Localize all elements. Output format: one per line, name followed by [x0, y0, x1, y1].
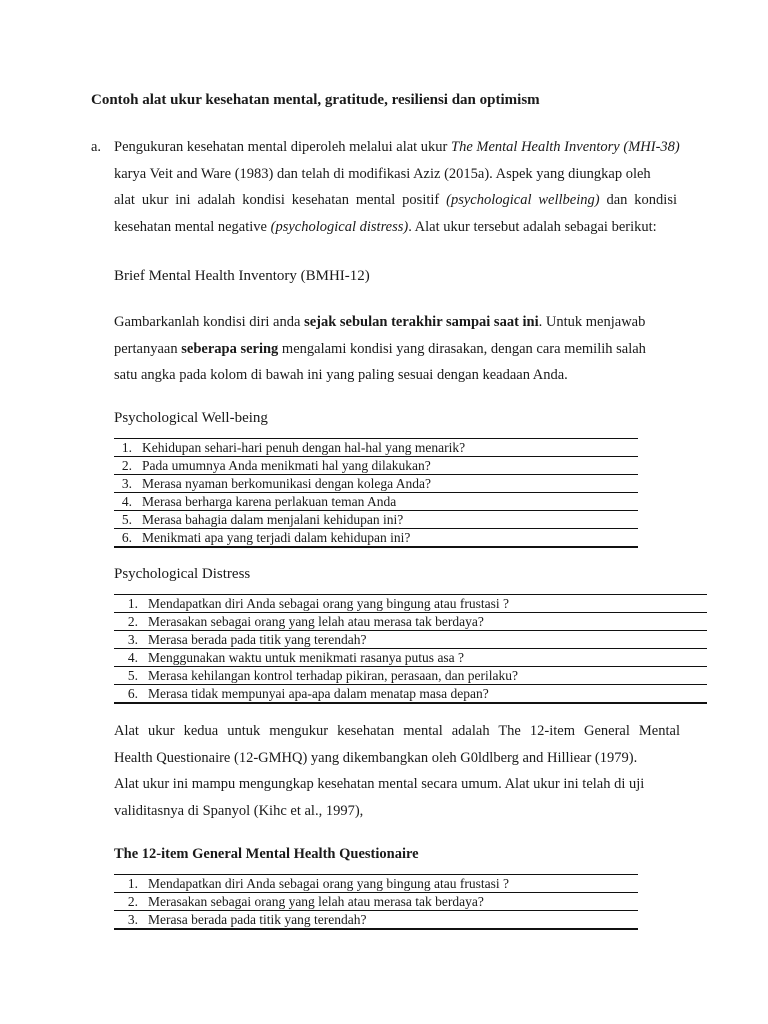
item-number: 4. — [127, 650, 138, 665]
ghq-line: Alat ukur kedua untuk mengukur kesehatan mental adalah The 12-item General Mental — [114, 723, 680, 739]
item-number: 1. — [127, 876, 138, 891]
ghq-table — [114, 874, 638, 930]
item-text: Merasa berada pada titik yang terendah? — [148, 632, 367, 647]
intro-text: dan kondisi — [599, 192, 678, 208]
item-text: Merasa bahagia dalam menjalani kehidupan ini? — [142, 512, 404, 527]
item-text: Pada umumnya Anda menikmati hal yang dilakukan? — [142, 458, 431, 473]
distress-title: Psychological Distress — [114, 566, 251, 582]
instruction-emphasis: seberapa sering — [181, 340, 279, 357]
table-row — [114, 911, 638, 930]
item-text: Mendapatkan diri Anda sebagai orang yang bingung atau frustasi ? — [148, 876, 510, 891]
table-row — [114, 595, 707, 613]
page-title: Contoh alat ukur kesehatan mental, gratitude, resiliensi dan optimism — [91, 92, 540, 108]
item-text: Merasa berada pada titik yang terendah? — [148, 912, 367, 927]
ghq-line: Health Questionaire (12-GMHQ) yang dikembangkan oleh G0ldlberg and Hilliear (1979). — [114, 749, 638, 766]
distress-term: (psychological distress) — [270, 218, 409, 235]
intro-line — [114, 134, 680, 161]
intro-line — [114, 187, 677, 214]
intro-paragraph — [114, 134, 680, 240]
wellbeing-term: (psychological wellbeing) — [446, 192, 600, 208]
table-row — [114, 667, 707, 685]
table-row — [114, 493, 638, 511]
instruction-text: pertanyaan — [114, 340, 182, 357]
item-number: 2. — [121, 458, 132, 473]
ghq-line: validitasnya di Spanyol (Kihc et al., 1997), — [114, 802, 364, 819]
intro-text: kesehatan mental negative — [114, 218, 271, 235]
distress-table — [114, 594, 707, 704]
intro-line — [114, 214, 677, 241]
table-row — [114, 439, 638, 457]
table-row — [114, 649, 707, 667]
ghq-title: The 12-item General Mental Health Questionaire — [114, 846, 419, 862]
intro-text: alat ukur ini adalah kondisi kesehatan mental positif — [114, 192, 447, 208]
table-row — [114, 475, 638, 493]
mhi-title: The Mental Health Inventory (MHI-38) — [451, 139, 680, 155]
bmhi-title: Brief Mental Health Inventory (BMHI-12) — [114, 268, 370, 284]
table-row — [114, 457, 638, 475]
item-text: Merasa nyaman berkomunikasi dengan kolega Anda? — [142, 476, 432, 491]
table-row — [114, 613, 707, 631]
item-number: 4. — [121, 494, 132, 509]
item-number: 3. — [121, 476, 132, 491]
ghq-line: Alat ukur ini mampu mengungkap kesehatan mental secara umum. Alat ukur ini telah di uji — [114, 776, 645, 792]
item-text: Merasa berharga karena perlakuan teman Anda — [142, 494, 397, 509]
wellbeing-table — [114, 438, 638, 548]
wellbeing-title: Psychological Well-being — [114, 410, 268, 426]
intro-line: karya Veit and Ware (1983) dan telah di modifikasi Aziz (2015a). Aspek yang diungkap oleh — [114, 165, 651, 182]
instruction-text: mengalami kondisi yang dirasakan, dengan cara memilih salah — [278, 340, 646, 357]
instruction-line — [114, 309, 680, 336]
item-number: 2. — [127, 894, 138, 909]
intro-text: Pengukuran kesehatan mental diperoleh melalui alat ukur — [114, 139, 452, 155]
table-row — [114, 511, 638, 529]
instruction-text: . Untuk menjawab — [538, 314, 646, 330]
item-number: 3. — [127, 912, 138, 927]
item-text: Mendapatkan diri Anda sebagai orang yang bingung atau frustasi ? — [148, 596, 510, 611]
item-text: Kehidupan sehari-hari penuh dengan hal-hal yang menarik? — [142, 440, 466, 455]
table-row — [114, 529, 638, 548]
table-row — [114, 875, 638, 893]
ghq-paragraph — [114, 718, 680, 824]
intro-text: . Alat ukur tersebut adalah sebagai berikut: — [408, 218, 657, 235]
item-text: Merasa kehilangan kontrol terhadap pikiran, perasaan, dan perilaku? — [148, 668, 518, 683]
instruction-paragraph — [114, 309, 680, 389]
instruction-line: satu angka pada kolom di bawah ini yang paling sesuai dengan keadaan Anda. — [114, 367, 568, 383]
item-number: 2. — [127, 614, 138, 629]
item-number: 6. — [127, 686, 138, 701]
item-number: 5. — [121, 512, 132, 527]
item-text: Merasakan sebagai orang yang lelah atau merasa tak berdaya? — [148, 894, 484, 909]
item-number: 1. — [121, 440, 132, 455]
intro-marker: a. — [91, 139, 102, 155]
table-row — [114, 893, 638, 911]
table-row — [114, 631, 707, 649]
instruction-emphasis: sejak sebulan terakhir sampai saat ini — [304, 314, 539, 330]
item-text: Merasakan sebagai orang yang lelah atau merasa tak berdaya? — [148, 614, 484, 629]
instruction-text: Gambarkanlah kondisi diri anda — [114, 314, 305, 330]
item-text: Menggunakan waktu untuk menikmati rasanya putus asa ? — [148, 650, 465, 665]
item-number: 1. — [127, 596, 138, 611]
table-row — [114, 685, 707, 704]
item-text: Menikmati apa yang terjadi dalam kehidupan ini? — [142, 530, 411, 545]
instruction-line — [114, 336, 680, 363]
item-number: 6. — [121, 530, 132, 545]
item-text: Merasa tidak mempunyai apa-apa dalam menatap masa depan? — [148, 686, 489, 701]
item-number: 5. — [127, 668, 138, 683]
item-number: 3. — [127, 632, 138, 647]
